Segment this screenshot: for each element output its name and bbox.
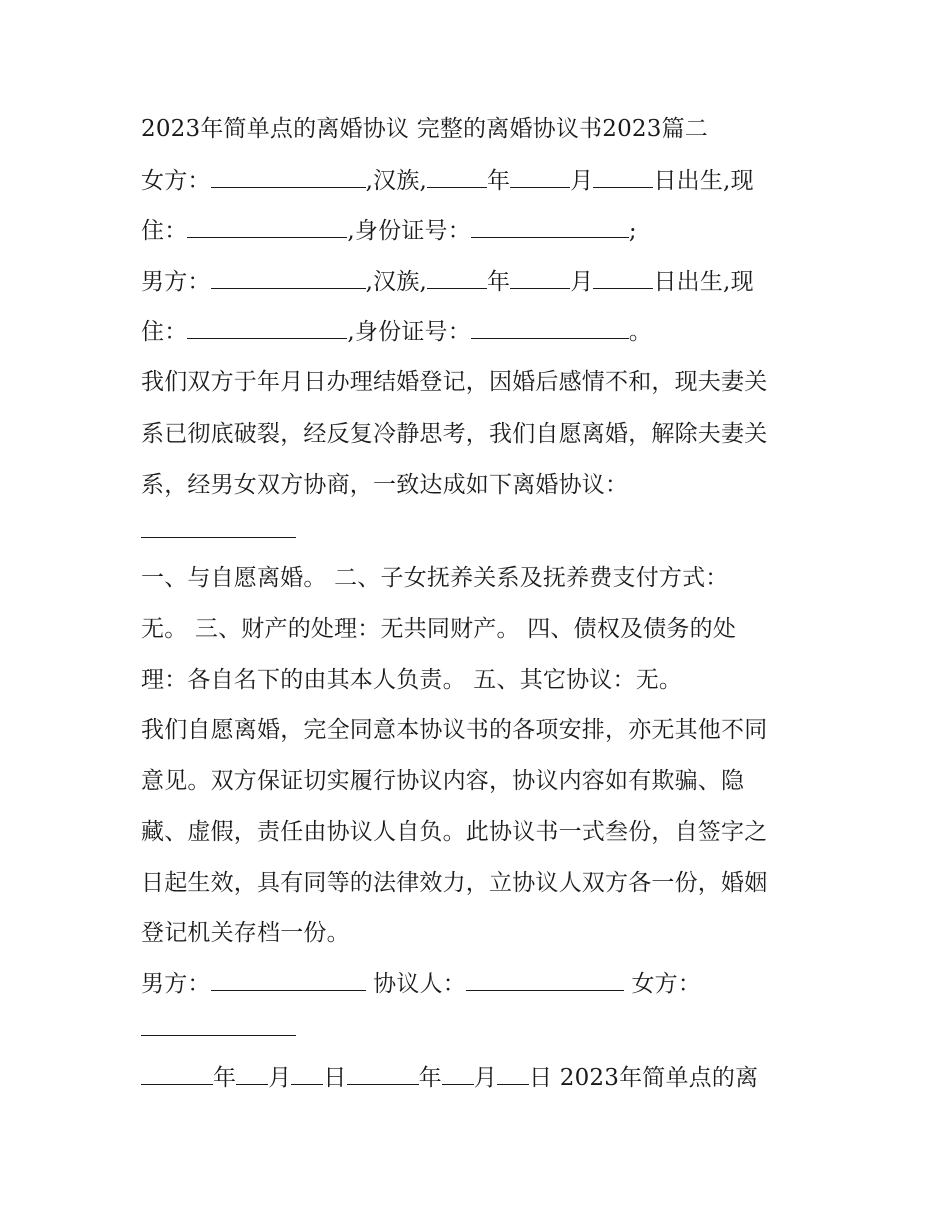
date-day-label-2: 日 — [529, 1065, 553, 1091]
date-month-blank-2 — [442, 1064, 474, 1085]
signature-line — [141, 969, 821, 999]
male-month-label: 月 — [570, 269, 594, 295]
signature-female-label: 女方： — [631, 971, 702, 997]
male-info-line-2 — [141, 317, 821, 347]
date-day-blank-2 — [497, 1064, 529, 1085]
separator-blank — [141, 517, 296, 538]
closing-line-2: 意见。双方保证切实履行协议内容，协议内容如有欺骗、隐 — [141, 768, 745, 794]
female-ethnicity: ,汉族, — [365, 168, 428, 194]
document-title: 2023年简单点的离婚协议 完整的离婚协议书2023篇二 — [141, 116, 708, 142]
female-year-label: 年 — [487, 168, 511, 194]
female-info-line-2 — [141, 216, 821, 246]
date-year-label-2: 年 — [418, 1065, 442, 1091]
female-birth-month-blank — [510, 167, 570, 188]
date-year-blank-1 — [141, 1064, 213, 1085]
male-year-label: 年 — [487, 269, 511, 295]
female-month-label: 月 — [570, 168, 594, 194]
male-line-end: 。 — [628, 319, 653, 345]
closing-line-5: 登记机关存档一份。 — [141, 920, 350, 946]
male-info-line-1 — [141, 267, 821, 297]
signature-party-blank — [466, 970, 624, 991]
date-day-blank-1 — [291, 1064, 323, 1085]
male-born-label: 日出生,现 — [653, 269, 754, 295]
male-ethnicity: ,汉族, — [365, 269, 428, 295]
female-info-line-1 — [141, 166, 821, 196]
male-id-blank — [471, 318, 629, 339]
date-month-label-1: 月 — [268, 1065, 292, 1091]
closing-line-4: 日起生效，具有同等的法律效力，立协议人双方各一份，婚姻 — [141, 870, 768, 896]
date-year-blank-2 — [347, 1064, 419, 1085]
date-line — [141, 1063, 821, 1093]
female-born-label: 日出生,现 — [653, 168, 754, 194]
terms-line-2: 无。 三、财产的处理：无共同财产。 四、债权及债务的处 — [141, 616, 737, 642]
terms-line-3: 理：各自名下的由其本人负责。 五、其它协议：无。 — [141, 667, 683, 693]
female-name-blank — [211, 167, 366, 188]
female-residence-label: 住： — [141, 218, 188, 244]
date-line-tail: 2023年简单点的离 — [552, 1065, 759, 1091]
separator-blank-line — [141, 516, 821, 546]
female-label: 女方： — [141, 168, 211, 194]
signature-female-blank — [141, 1015, 296, 1036]
date-month-blank-1 — [236, 1064, 268, 1085]
male-name-blank — [211, 268, 366, 289]
signature-male-label: 男方： — [141, 971, 211, 997]
male-label: 男方： — [141, 269, 211, 295]
intro-line-3: 系，经男女双方协商，一致达成如下离婚协议： — [141, 472, 629, 498]
female-id-label: ,身份证号： — [347, 218, 471, 244]
female-line-end: ; — [628, 218, 637, 244]
female-id-blank — [471, 217, 629, 238]
male-id-label: ,身份证号： — [347, 319, 471, 345]
date-month-label-2: 月 — [473, 1065, 498, 1091]
female-birth-day-blank — [593, 167, 653, 188]
intro-line-1: 我们双方于年月日办理结婚登记，因婚后感情不和，现夫妻关 — [141, 369, 768, 395]
closing-line-3: 藏、虚假，责任由协议人自负。此协议书一式叁份，自签字之 — [141, 819, 768, 845]
signature-party-label: 协议人： — [373, 971, 466, 997]
date-day-label-1: 日 — [323, 1065, 347, 1091]
male-residence-label: 住： — [141, 319, 188, 345]
date-year-label-1: 年 — [213, 1065, 237, 1091]
terms-line-1: 一、与自愿离婚。 二、子女抚养关系及抚养费支付方式： — [141, 565, 729, 591]
male-birth-month-blank — [510, 268, 570, 289]
male-residence-blank — [187, 318, 347, 339]
male-birth-year-blank — [427, 268, 487, 289]
closing-line-1: 我们自愿离婚，完全同意本协议书的各项安排，亦无其他不同 — [141, 717, 768, 743]
signature-male-blank — [211, 970, 366, 991]
female-residence-blank — [187, 217, 347, 238]
male-birth-day-blank — [593, 268, 653, 289]
signature-female-blank-line — [141, 1014, 821, 1044]
female-birth-year-blank — [427, 167, 487, 188]
intro-line-2: 系已彻底破裂，经反复冷静思考，我们自愿离婚，解除夫妻关 — [141, 421, 768, 447]
